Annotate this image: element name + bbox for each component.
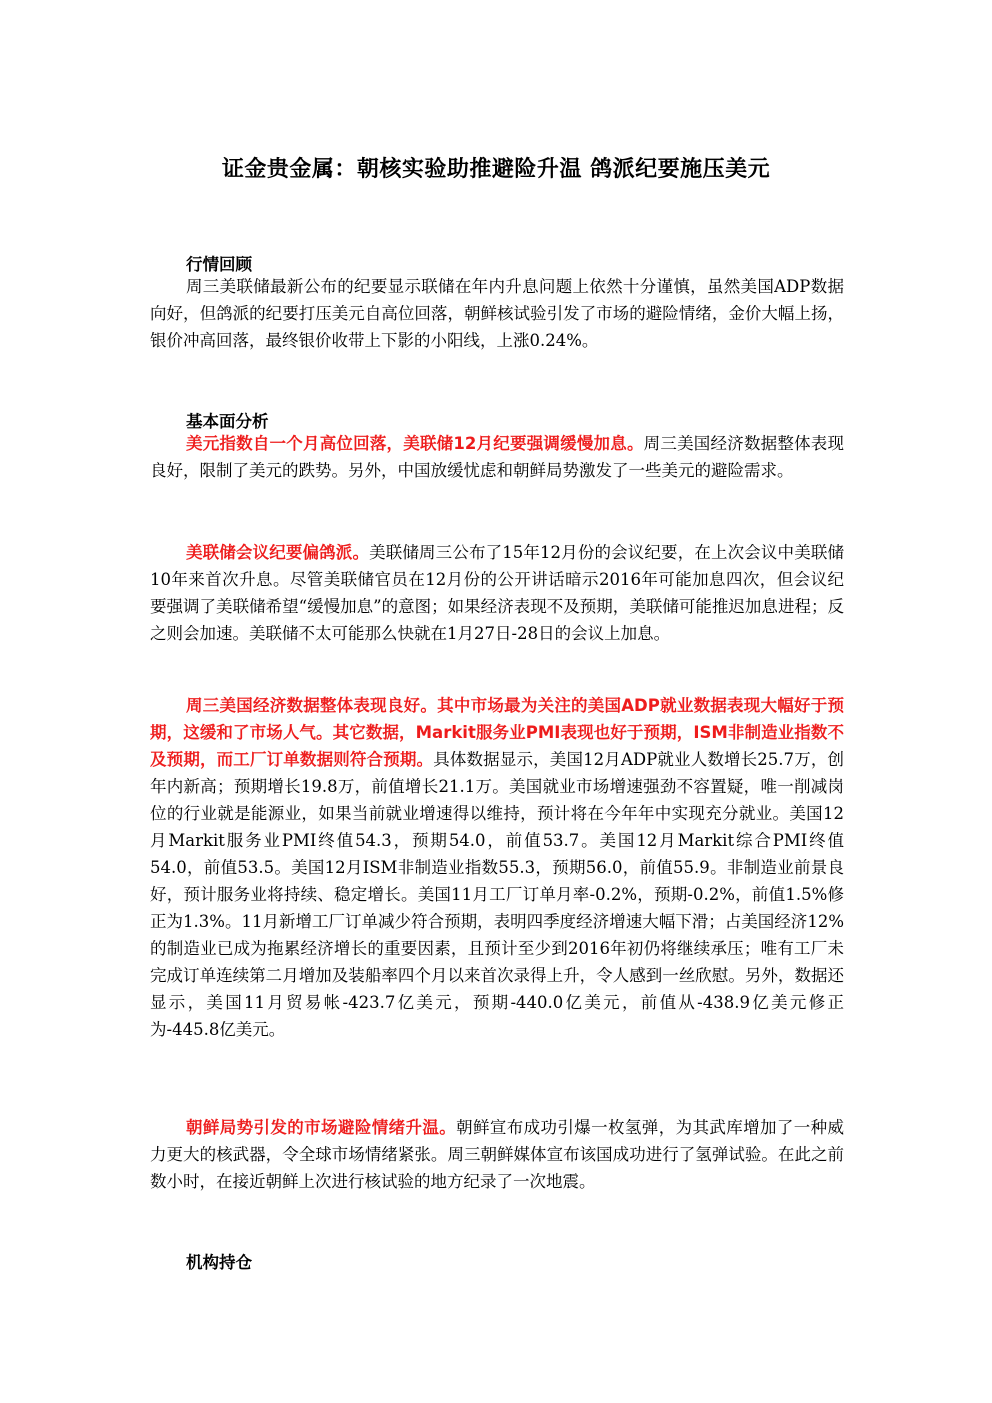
section-heading-positions: 机构持仓: [186, 1253, 252, 1272]
fundamentals-paragraph-2: [150, 539, 844, 647]
paragraph-body: 具体数据显示，美国12月ADP就业人数增长25.7万，创年内新高；预期增长19.8万，前值增长21.1万。美国就业市场增速强劲不容置疑，唯一削减岗位的行业就是能源业，如果当前就业增速得以维持，预计将在今年年中实现充分就业。美国12月Markit服务业PMI终值54.3，预期54.0，前值53.7。美国12月Markit综合PMI终值54.0，前值53.5。美国12月ISM非制造业指数55.3，预期56.0，前值55.9。非制造业前景良好，预计服务业将持续、稳定增长。美国11月工厂订单月率-0.2%，预期-0.2%，前值1.5%修正为1.3%。11月新增工厂订单减少符合预期，表明四季度经济增速大幅下滑；占美国经济12%的制造业已成为拖累经济增长的重要因素，且预计至少到2016年初仍将继续承压；唯有工厂未完成订单连续第二月增加及装船率四个月以来首次录得上升，令人感到一丝欣慰。另外，数据还显示，美国11月贸易帐-423.7亿美元，预期-440.0亿美元，前值从-438.9亿美元修正为-445.8亿美元。: [150, 750, 845, 1039]
highlight-fed-minutes: 美联储会议纪要偏鸽派。: [186, 543, 370, 562]
paragraph-body: 周三美国经济数据整体表现良好，限制了美元的跌势。另外，中国放缓忧虑和朝鲜局势激发了一些美元的避险需求。: [150, 434, 844, 480]
highlight-usd-index: 美元指数自一个月高位回落，美联储12月纪要强调缓慢加息。: [186, 434, 644, 453]
page-title: 证金贵金属：朝核实验助推避险升温 鸽派纪要施压美元: [221, 157, 771, 182]
highlight-korea-risk: 朝鲜局势引发的市场避险情绪升温。: [186, 1118, 457, 1137]
fundamentals-paragraph-3: [150, 692, 844, 1043]
section-heading-review: 行情回顾: [186, 255, 252, 274]
fundamentals-paragraph-4: [150, 1114, 844, 1195]
paragraph-body: 美联储周三公布了15年12月份的会议纪要，在上次会议中美联储10年来首次升息。尽管美联储官员在12月份的公开讲话暗示2016年可能加息四次，但会议纪要强调了美联储希望“缓慢加息”的意图；如果经济表现不及预期，美联储可能推迟加息进程；反之则会加速。美联储不太可能那么快就在1月27日-28日的会议上加息。: [150, 543, 844, 643]
review-paragraph: 周三美联储最新公布的纪要显示联储在年内升息问题上依然十分谨慎，虽然美国ADP数据向好，但鸽派的纪要打压美元自高位回落，朝鲜核试验引发了市场的避险情绪，金价大幅上扬，银价冲高回落，最终银价收带上下影的小阳线，上涨0.24%。: [150, 277, 844, 350]
fundamentals-paragraph-1: [150, 430, 844, 484]
paragraph-body: 朝鲜宣布成功引爆一枚氢弹，为其武库增加了一种威力更大的核武器，令全球市场情绪紧张。周三朝鲜媒体宣布该国成功进行了氢弹试验。在此之前数小时，在接近朝鲜上次进行核试验的地方纪录了一次地震。: [150, 1118, 845, 1191]
section-heading-fundamentals: 基本面分析: [186, 412, 269, 431]
highlight-us-data: 周三美国经济数据整体表现良好。其中市场最为关注的美国ADP就业数据表现大幅好于预期，这缓和了市场人气。其它数据，Markit服务业PMI表现也好于预期，ISM非制造业指数不及预期，而工厂订单数据则符合预期。: [150, 696, 844, 769]
